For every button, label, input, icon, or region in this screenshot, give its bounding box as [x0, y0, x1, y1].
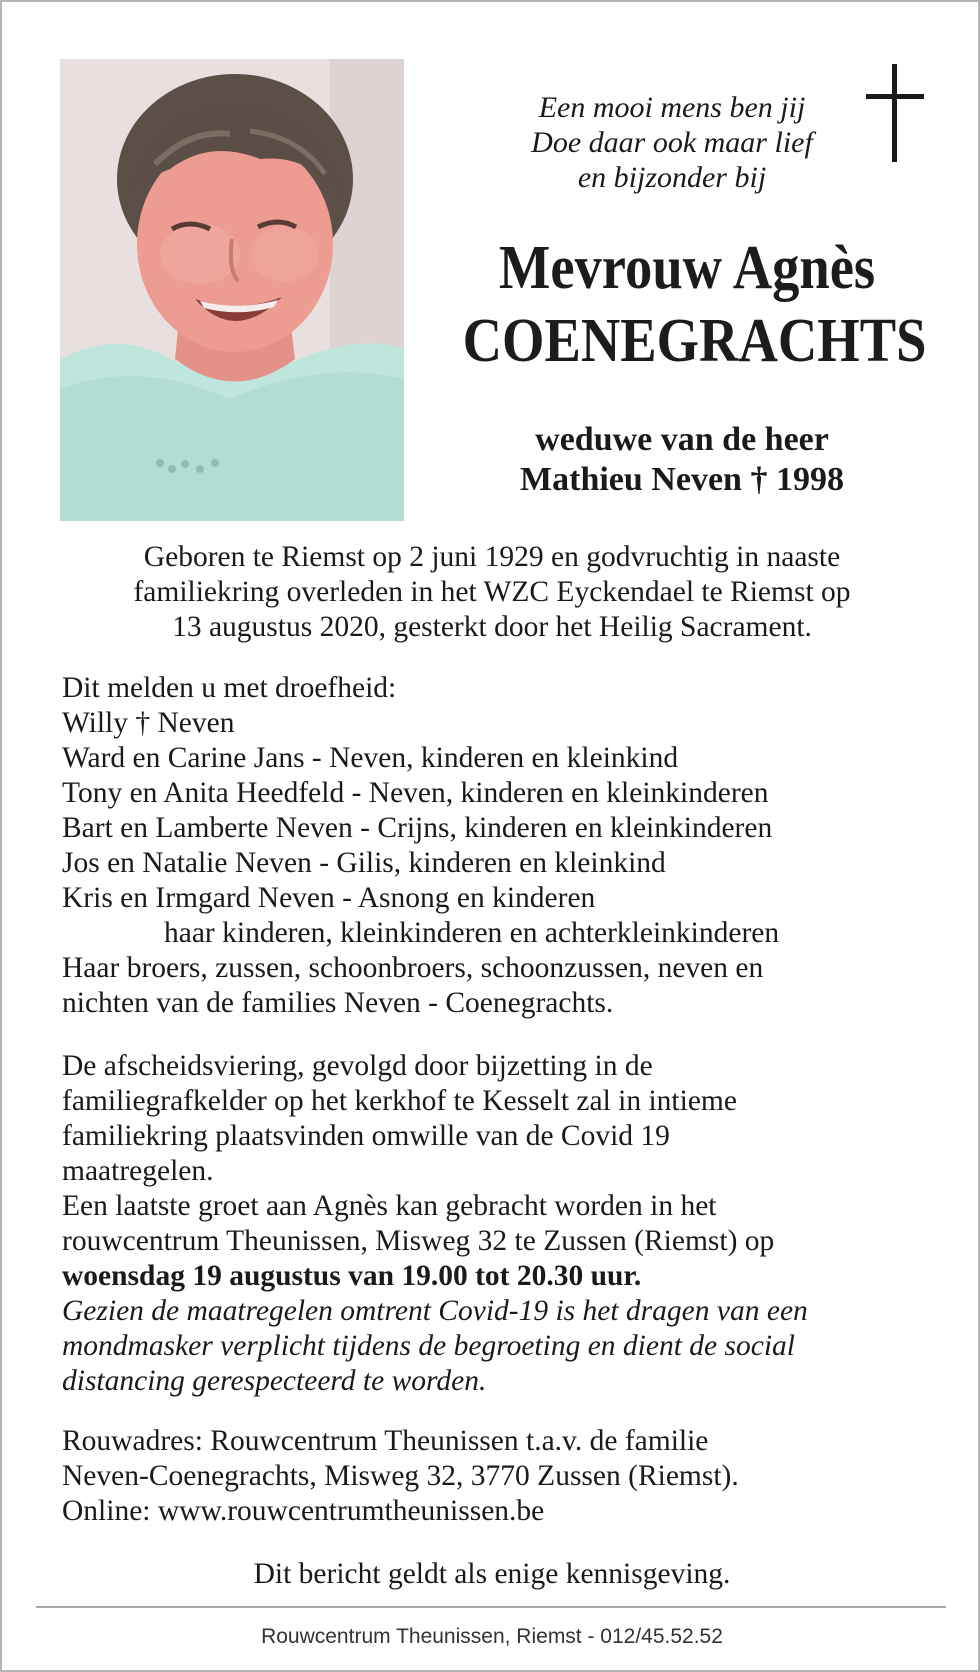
family-others: nichten van de families Neven - Coenegrachts.: [62, 987, 614, 1019]
covid-note-line: Gezien de maatregelen omtrent Covid-19 is het dragen van een: [62, 1295, 808, 1327]
ceremony-info: [62, 1049, 942, 1399]
birth-death-details: [42, 540, 942, 645]
poem: [442, 90, 902, 195]
address-line: Rouwadres: Rouwcentrum Theunissen t.a.v. de familie: [62, 1425, 709, 1457]
portrait-illustration: [60, 59, 404, 521]
spouse-info: [442, 420, 922, 500]
ceremony-line: maatregelen.: [62, 1155, 214, 1187]
poem-line: en bijzonder bij: [577, 161, 767, 194]
family-others: Haar broers, zussen, schoonbroers, schoonzussen, neven en: [62, 952, 764, 984]
poem-line: Doe daar ook maar lief: [531, 126, 813, 159]
deceased-name: [462, 232, 927, 378]
visitation-time: woensdag 19 augustus van 19.00 tot 20.30 uur.: [62, 1260, 642, 1292]
mourning-address: [62, 1424, 942, 1529]
ceremony-line: rouwcentrum Theunissen, Misweg 32 te Zussen (Riemst) op: [62, 1225, 775, 1257]
covid-note-line: distancing gerespecteerd te worden.: [62, 1365, 487, 1397]
family-intro: Dit melden u met droefheid:: [62, 672, 397, 704]
spouse-line: weduwe van de heer: [535, 421, 829, 458]
ceremony-line: familiegrafkelder op het kerkhof te Kesselt zal in intieme: [62, 1085, 737, 1117]
notice-text: Dit bericht geldt als enige kennisgeving.: [253, 1558, 731, 1590]
details-line: familiekring overleden in het WZC Eyckendael te Riemst op: [133, 576, 851, 608]
family-member: Tony en Anita Heedfeld - Neven, kinderen en kleinkinderen: [62, 777, 769, 809]
spouse-line: Mathieu Neven † 1998: [520, 461, 844, 498]
address-line: Neven-Coenegrachts, Misweg 32, 3770 Zussen (Riemst).: [62, 1460, 739, 1492]
family-member: Kris en Irmgard Neven - Asnong en kinderen: [62, 882, 596, 914]
ceremony-line: De afscheidsviering, gevolgd door bijzetting in de: [62, 1050, 653, 1082]
family-indented: haar kinderen, kleinkinderen en achterkleinkinderen: [164, 917, 780, 949]
family-member: Willy † Neven: [62, 707, 235, 739]
name-title-line: Mevrouw Agnès: [498, 234, 876, 302]
family-member: Jos en Natalie Neven - Gilis, kinderen en kleinkind: [62, 847, 666, 879]
details-line: Geboren te Riemst op 2 juni 1929 en godvruchtig in naaste: [143, 541, 841, 573]
details-line: 13 augustus 2020, gesterkt door het Heilig Sacrament.: [172, 611, 812, 643]
ceremony-line: Een laatste groet aan Agnès kan gebracht worden in het: [62, 1190, 717, 1222]
poem-line: Een mooi mens ben jij: [538, 91, 806, 124]
website-line: Online: www.rouwcentrumtheunissen.be: [62, 1495, 545, 1527]
family-member: Ward en Carine Jans - Neven, kinderen en kleinkind: [62, 742, 679, 774]
family-list: [62, 671, 942, 1021]
footer-text: Rouwcentrum Theunissen, Riemst - 012/45.52.52: [261, 1625, 723, 1648]
family-member: Bart en Lamberte Neven - Crijns, kinderen en kleinkinderen: [62, 812, 773, 844]
surname-line: COENEGRACHTS: [462, 307, 927, 375]
covid-note-line: mondmasker verplicht tijdens de begroeting en dient de social: [62, 1330, 795, 1362]
footer-divider: [36, 1606, 946, 1608]
ceremony-line: familiekring plaatsvinden omwille van de Covid 19: [62, 1120, 670, 1152]
portrait-photo: [60, 59, 404, 521]
